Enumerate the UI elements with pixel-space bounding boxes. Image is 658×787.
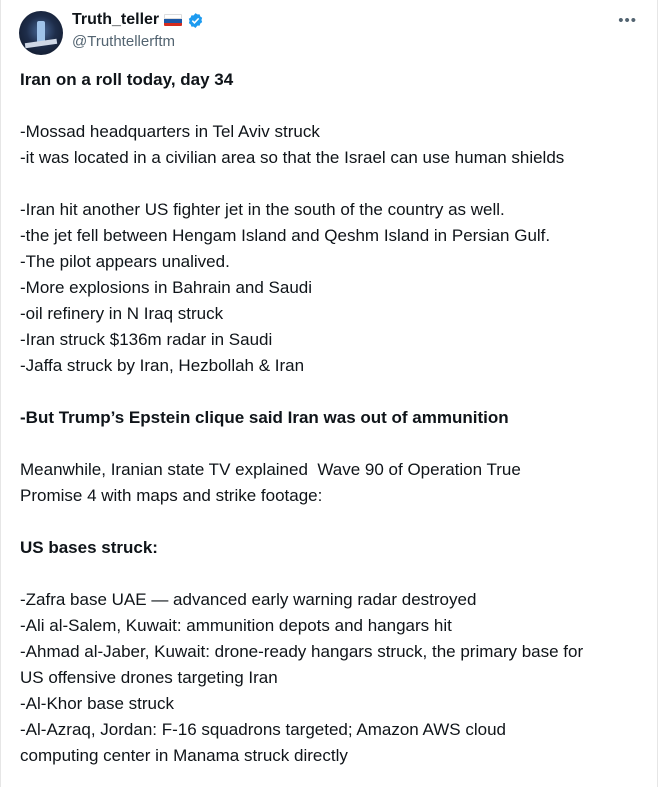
text-line: -Iran struck $136m radar in Saudi xyxy=(20,330,273,349)
text-line: Promise 4 with maps and strike footage: xyxy=(20,486,323,505)
text-line: Meanwhile, Iranian state TV explained Wave 90 of Operation True xyxy=(20,460,521,479)
text-line: -the jet fell between Hengam Island and Qeshm Island in Persian Gulf. xyxy=(20,226,551,245)
author-row xyxy=(72,11,204,29)
text-line: -Al-Khor base struck xyxy=(20,694,174,713)
bases-heading: US bases struck: xyxy=(20,538,158,557)
tweet-text xyxy=(20,67,643,769)
verified-badge-icon xyxy=(187,12,204,29)
text-line: -More explosions in Bahrain and Saudi xyxy=(20,278,313,297)
text-line: -Zafra base UAE — advanced early warning radar destroyed xyxy=(20,590,477,609)
text-line: -Al-Azraq, Jordan: F-16 squadrons targeted; Amazon AWS cloud xyxy=(20,720,507,739)
russia-flag-icon xyxy=(164,14,182,26)
text-line: -it was located in a civilian area so that the Israel can use human shields xyxy=(20,148,565,167)
bold-line: -But Trump’s Epstein clique said Iran was out of ammunition xyxy=(20,408,509,427)
avatar-banner xyxy=(25,39,57,48)
author-name[interactable]: Truth_teller xyxy=(72,11,160,28)
text-line: -Mossad headquarters in Tel Aviv struck xyxy=(20,122,320,141)
text-line: -Iran hit another US fighter jet in the south of the country as well. xyxy=(20,200,505,219)
text-line: computing center in Manama struck directly xyxy=(20,746,348,765)
text-line: US offensive drones targeting Iran xyxy=(20,668,278,687)
author-handle[interactable]: @Truthtellerftm xyxy=(72,33,176,50)
avatar[interactable] xyxy=(19,11,63,55)
text-line: -Jaffa struck by Iran, Hezbollah & Iran xyxy=(20,356,305,375)
text-line: -Ahmad al-Jaber, Kuwait: drone-ready hangars struck, the primary base for xyxy=(20,642,584,661)
text-line: -oil refinery in N Iraq struck xyxy=(20,304,224,323)
more-options-icon[interactable]: ••• xyxy=(618,12,637,29)
tweet-title: Iran on a roll today, day 34 xyxy=(20,70,234,89)
text-line: -The pilot appears unalived. xyxy=(20,252,230,271)
text-line: -Ali al-Salem, Kuwait: ammunition depots and hangars hit xyxy=(20,616,452,635)
